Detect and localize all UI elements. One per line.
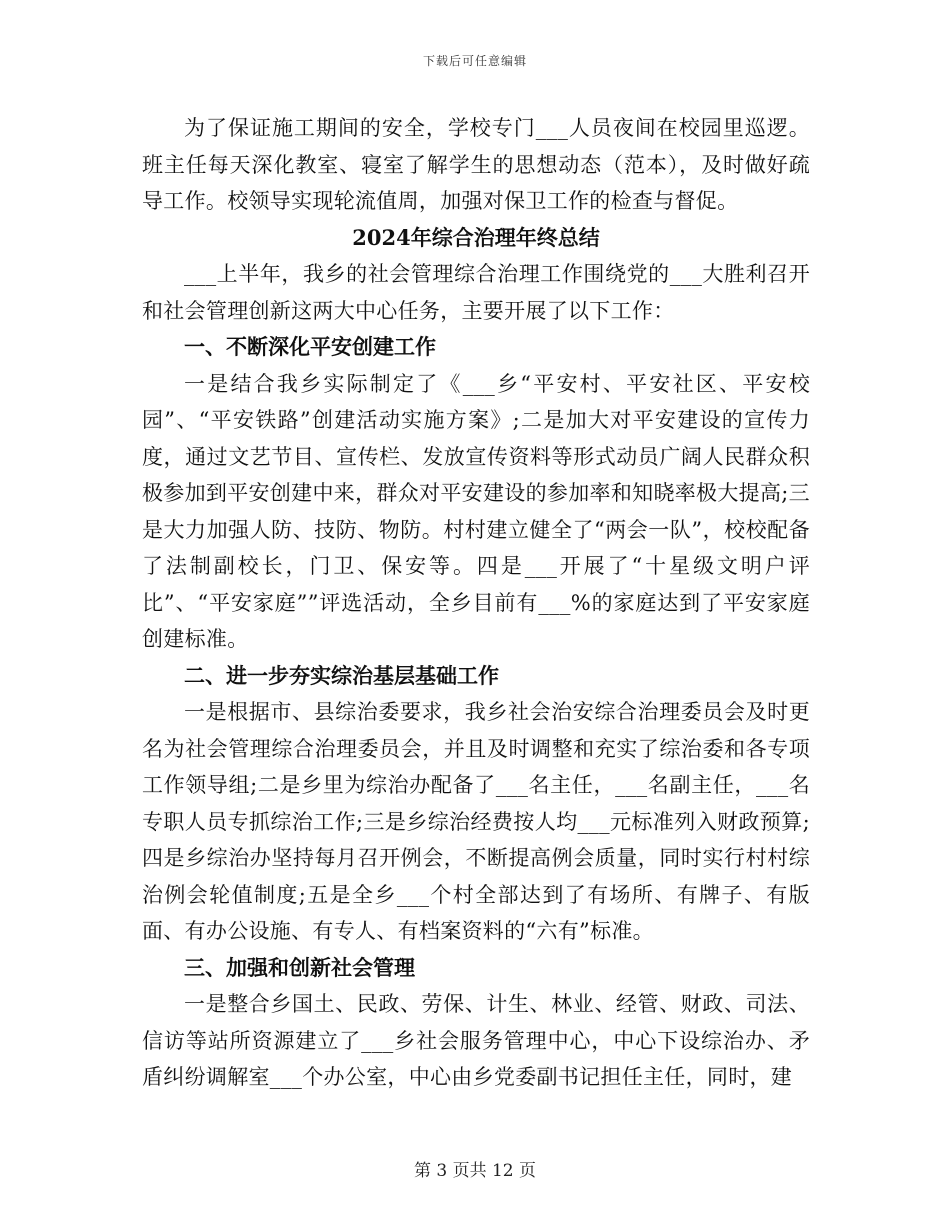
section-3-paragraph: 一是整合乡国土、民政、劳保、计生、林业、经管、财政、司法、信访等站所资源建立了___乡社会服务管理中心，中心下设综治办、矛盾纠纷调解室___个办公室，中心由乡党委副书记担任主任，同时，建 <box>142 992 810 1089</box>
section-3-heading: 三、加强和创新社会管理 <box>184 954 415 980</box>
section-2-paragraph: 一是根据市、县综治委要求，我乡社会治安综合治理委员会及时更名为社会管理综合治理委员会，并且及时调整和充实了综治委和各专项工作领导组;二是乡里为综治办配备了___名主任，___名副主任，___名专职人员专抓综治工作;三是乡综治经费按人均___元标准列入财政预算;四是乡综治办坚持每月召开例会，不断提高例会质量，同时实行村村综治例会轮值制度;五是全乡___个村全部达到了有场所、有牌子、有版面、有办公设施、有专人、有档案资料的“六有”标准。 <box>142 700 810 943</box>
document-body <box>142 110 810 1096</box>
section-2-heading: 二、进一步夯实综治基层基础工作 <box>184 662 499 688</box>
document-title: 2024年综合治理年终总结 <box>352 224 600 250</box>
section-1-heading: 一、不断深化平安创建工作 <box>184 334 436 359</box>
opening-paragraph: ___上半年，我乡的社会管理综合治理工作围绕党的___大胜利召开和社会管理创新这两大中心任务，主要开展了以下工作： <box>142 262 810 323</box>
intro-paragraph: 为了保证施工期间的安全，学校专门___人员夜间在校园里巡逻。班主任每天深化教室、寝室了解学生的思想动态（范本），及时做好疏导工作。校领导实现轮流值周，加强对保卫工作的检查与督促。 <box>142 116 810 213</box>
section-1-paragraph: 一是结合我乡实际制定了《___乡“平安村、平安社区、平安校园”、“平安铁路”创建活动实施方案》;二是加大对平安建设的宣传力度，通过文艺节目、宣传栏、发放宣传资料等形式动员广阔人民群众积极参加到平安创建中来，群众对平安建设的参加率和知晓率极大提高;三是大力加强人防、技防、物防。村村建立健全了“两会一队”，校校配备了法制副校长，门卫、保安等。四是___开展了“十星级文明户评比”、“平安家庭””评选活动，全乡目前有___%的家庭达到了平安家庭创建标准。 <box>142 371 810 651</box>
page-footer: 第 3 页共 12 页 <box>413 1161 537 1181</box>
page-header: 下载后可任意编辑 <box>422 54 527 68</box>
